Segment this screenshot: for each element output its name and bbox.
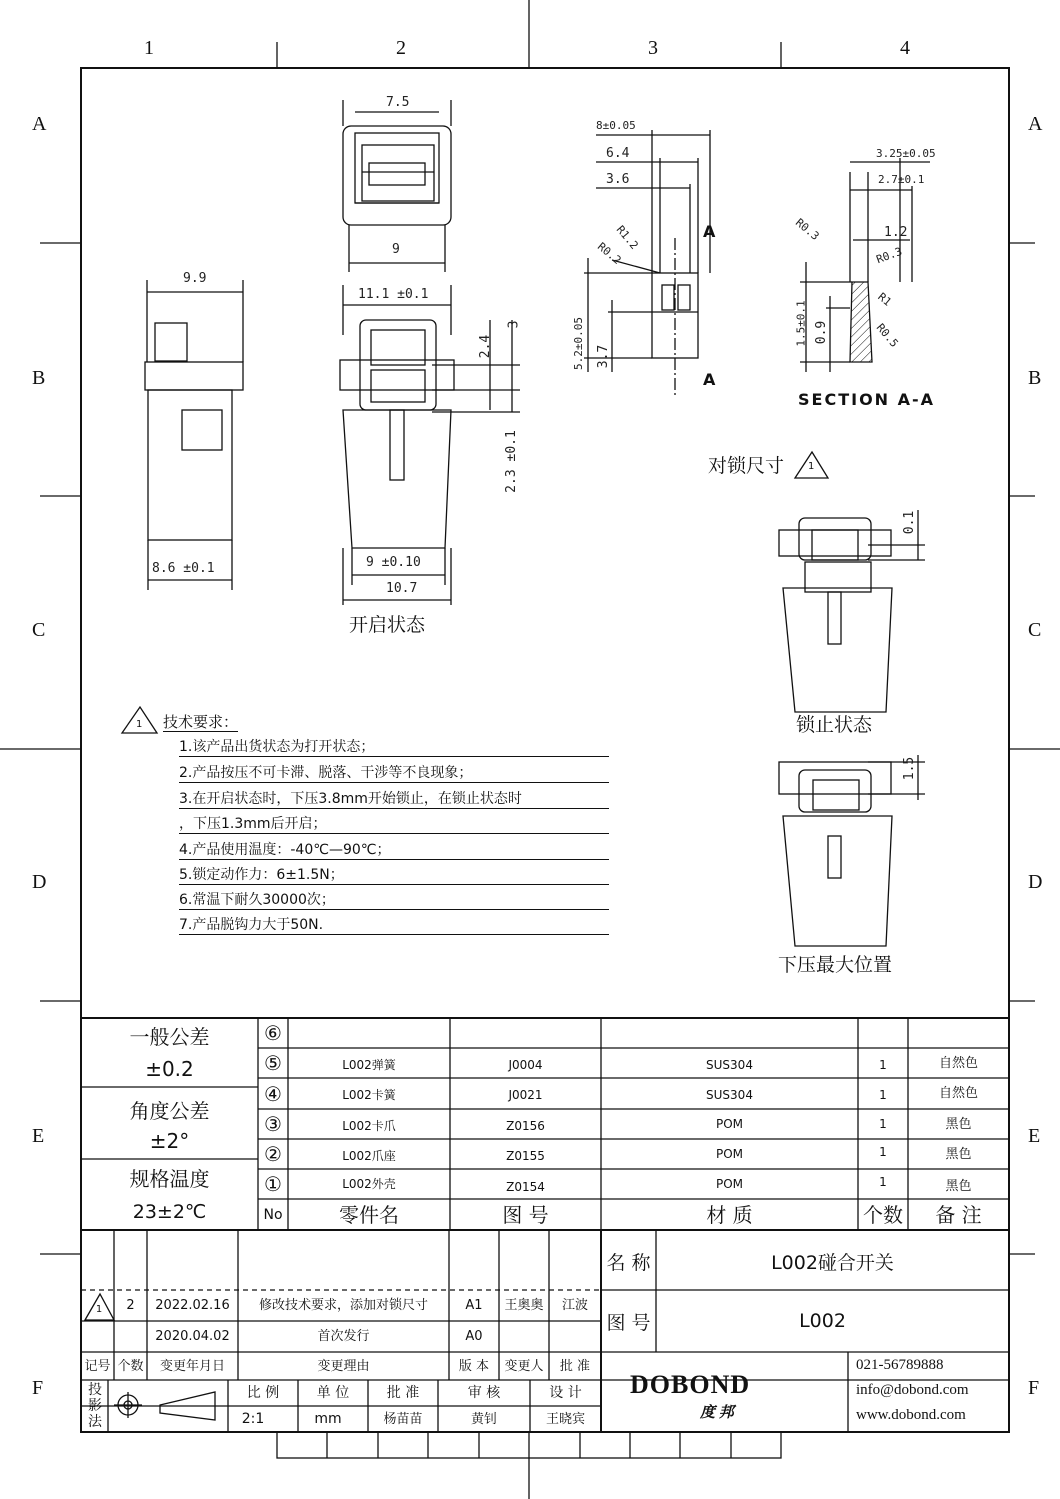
dim-label: 3.7 [596,344,612,369]
bom-qty: 1 [879,1088,887,1102]
company-email: info@dobond.com [856,1382,969,1398]
dim-label: 3.25±0.05 [876,147,936,160]
dim-label: 9 [392,242,400,257]
bom-header-note: 备 注 [935,1202,982,1227]
bom-note: 自然色 [938,1055,978,1071]
bom-name: L002爪座 [342,1149,396,1163]
bom-name: L002外壳 [342,1177,396,1191]
requirement-item: 3.在开启状态时，下压3.8mm开始锁止，在锁止状态时 [179,792,609,809]
requirement-item: 7.产品脱钩力大于50N. [179,918,609,935]
locked-view [779,510,925,712]
reviewer-name: 黄钊 [470,1411,497,1427]
requirement-item: 6.常温下耐久30000次； [179,893,609,910]
review-label: 审 核 [467,1385,501,1401]
dim-label: 10.7 [386,581,418,596]
zone-row-d: D [32,871,47,893]
requirement-item: 2.产品按压不可卡滞、脱落、干涉等不良现象； [179,766,609,783]
bom-code: Z0156 [506,1119,545,1133]
lock-state-label: 锁止状态 [796,714,873,736]
product-name: L002碰合开关 [771,1251,894,1274]
zone-row-b: B [32,367,46,389]
zone-col-2: 2 [396,37,406,59]
dim-label: 2.4 [478,334,494,359]
revision-date: 2022.02.16 [155,1298,230,1313]
lock-dimension-label: 对锁尺寸 [708,455,785,477]
revision-reason: 修改技术要求，添加对锁尺寸 [258,1298,428,1313]
bom-material: POM [715,1147,744,1161]
bom-material: SUS304 [706,1058,753,1072]
bom-header-code: 图 号 [502,1202,549,1227]
dim-label: 7.5 [386,95,410,110]
dim-label: 0.1 [902,510,918,535]
revision-header-version: 版 本 [458,1358,490,1374]
bom-no: ③ [264,1112,282,1136]
dim-label: 1.5±0.1 [794,300,808,347]
dim-label: 8.6 ±0.1 [152,561,215,576]
zone-row-a-right: A [1028,113,1043,135]
bom-material: POM [715,1177,744,1191]
zone-col-3: 3 [648,37,658,59]
scale-label: 比 例 [246,1385,280,1401]
dim-label: R0.5 [873,321,901,350]
zone-row-e: E [32,1125,45,1147]
bom-no: ① [264,1172,282,1196]
dim-label: 2.3 ±0.1 [503,430,519,493]
dim-label: 0.9 [814,320,830,345]
bom-header-material: 材 质 [706,1202,753,1227]
bom-code: Z0155 [506,1149,545,1163]
dim-label: 1.5 [902,756,918,781]
company-chinese-name: 度 邦 [700,1405,734,1421]
zone-col-1: 1 [144,37,154,59]
bom-header-qty: 个数 [863,1202,903,1227]
scale-value: 2:1 [241,1411,265,1427]
unit-label: 单 位 [316,1385,350,1401]
revision-version: A1 [465,1298,483,1313]
zone-row-c: C [32,619,46,641]
zone-row-a: A [32,113,47,135]
requirement-item: 4.产品使用温度：-40℃—90℃； [179,843,609,860]
bom-no: ② [264,1142,282,1166]
revision-version: A0 [465,1329,483,1344]
dim-label: 8±0.05 [596,119,636,132]
name-label: 名 称 [606,1251,651,1274]
requirement-item: 5.锁定动作力：6±1.5N； [179,868,609,885]
dim-label: 6.4 [606,146,630,161]
zone-row-e-right: E [1028,1125,1041,1147]
zone-row-b-right: B [1028,367,1042,389]
dim-label: R0.2 [594,240,624,267]
bom-no: ④ [264,1081,282,1106]
bom-code: J0004 [508,1058,543,1072]
max-press-view [779,755,925,946]
dim-label: R1 [875,290,894,309]
requirement-item: 1.该产品出货状态为打开状态； [179,740,609,757]
bom-name: L002卡簧 [342,1088,396,1102]
dim-label: 9.9 [183,271,207,286]
projection-label: 投影法 [88,1382,102,1430]
dim-label: R0.3 [874,244,904,267]
bom-name: L002弹簧 [342,1058,396,1072]
revision-header-changer: 变更人 [504,1358,544,1374]
company-phone: 021-56789888 [856,1357,944,1373]
design-label: 设 计 [549,1385,582,1401]
revision-mark: 1 [808,461,815,472]
revision-header-count: 个数 [117,1358,144,1374]
revision-changer: 王奥奥 [504,1298,544,1313]
bom-note: 黑色 [945,1178,972,1194]
bom-no: ⑤ [264,1051,282,1075]
revision-count: 2 [126,1298,135,1313]
side-view [145,280,243,590]
dim-label: 1.2 [884,225,908,240]
bom-qty: 1 [879,1117,887,1131]
company-website: www.dobond.com [856,1407,966,1423]
bom-qty: 1 [879,1058,887,1072]
section-mark-bottom: A [703,370,716,389]
bom-header-no: No [263,1206,283,1223]
bom-material: SUS304 [706,1088,753,1102]
unit-value: mm [314,1411,342,1427]
revision-header-mark: 记号 [84,1358,111,1374]
section-title: SECTION A-A [798,390,936,409]
angle-tolerance-value: ±2° [149,1129,190,1153]
bom-qty: 1 [879,1145,887,1159]
revision-mark: 1 [95,1304,103,1315]
designer-name: 王晓宾 [545,1411,585,1427]
requirements-title: 技术要求： [163,713,239,731]
zone-row-f-right: F [1028,1377,1040,1399]
zone-row-f: F [32,1377,44,1399]
dim-label: 3 [506,320,522,329]
temperature-value: 23±2℃ [132,1200,207,1223]
bom-material: POM [715,1117,744,1131]
max-press-label: 下压最大位置 [778,954,893,976]
zone-row-c-right: C [1028,619,1042,641]
drawing-number-label: 图 号 [606,1311,651,1334]
zone-row-d-right: D [1028,871,1043,893]
open-state-label: 开启状态 [349,614,426,636]
dim-label: R1.2 [613,223,641,252]
bom-header-name: 零件名 [339,1202,399,1227]
bom-note: 自然色 [938,1086,978,1101]
approve-label: 批 准 [386,1385,420,1401]
drawing-number: L002 [799,1309,846,1332]
bom-no: ⑥ [264,1021,282,1045]
revision-header-reason: 变更理由 [317,1358,370,1374]
revision-header-approver: 批 准 [559,1358,591,1374]
bom-note: 黑色 [945,1146,972,1162]
dim-label: 9 ±0.10 [366,555,421,570]
bom-note: 黑色 [945,1116,972,1132]
bom-code: Z0154 [506,1180,545,1194]
revision-approver: 江波 [561,1298,588,1313]
approver-name: 杨苗苗 [383,1411,423,1427]
revision-mark: 1 [136,719,143,730]
angle-tolerance-label: 角度公差 [129,1099,210,1123]
bom-name: L002卡爪 [342,1119,396,1133]
section-mark-top: A [703,222,716,241]
bom-code: J0021 [508,1088,543,1102]
revision-reason: 首次发行 [317,1329,370,1344]
dim-label: 5.2±0.05 [571,317,585,370]
revision-header-date: 变更年月日 [159,1358,225,1374]
revision-date: 2020.04.02 [155,1329,230,1344]
requirement-item: ，下压1.3mm后开启； [179,817,609,834]
bom-qty: 1 [879,1175,887,1189]
temperature-label: 规格温度 [129,1167,210,1191]
zone-col-4: 4 [900,37,910,59]
dim-label: 3.6 [606,172,630,187]
dim-label: R0.3 [792,216,822,243]
dim-label: 2.7±0.1 [878,173,925,186]
dim-label: 11.1 ±0.1 [358,287,429,302]
general-tolerance-label: 一般公差 [129,1025,210,1049]
general-tolerance-value: ±0.2 [145,1057,194,1081]
company-logo: DOBOND [630,1370,751,1399]
